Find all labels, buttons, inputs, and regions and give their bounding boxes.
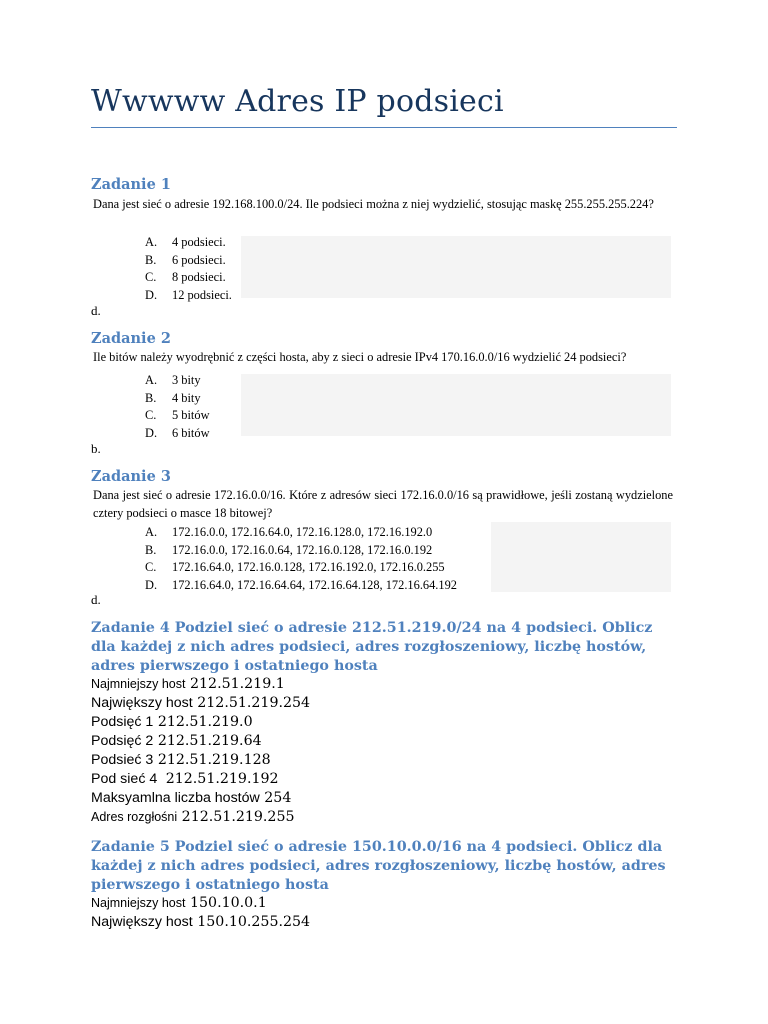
zadanie-4-heading: Zadanie 4 Podziel sieć o adresie 212.51.219.0/24 na 4 podsieci. Oblicz dla każdej z nich adres podsieci, adres rozgłoszeniowy, liczbę hostów, adres pierwszego i ostatniego hosta	[91, 620, 653, 674]
option: B. 172.16.0.0, 172.16.0.64, 172.16.0.128, 172.16.0.192	[145, 542, 433, 557]
zadanie-1-heading: Zadanie 1	[91, 176, 171, 193]
answer-line: Największy host 150.10.255.254	[91, 914, 311, 930]
zadanie-3-options	[145, 525, 457, 595]
answer-line: Podsięć 1 212.51.219.0	[91, 714, 253, 730]
zadanie-5-heading: Zadanie 5 Podziel sieć o adresie 150.10.0.0/16 na 4 podsieci. Oblicz dla każdej z nich adres podsieci, adres rozgłoszeniowy, liczbę hostów, adres pierwszego i ostatniego hosta	[91, 839, 666, 893]
zadanie-1-question: Dana jest sieć o adresie 192.168.100.0/24. Ile podsieci można z niej wydzielić, stosując maskę 255.255.255.224?	[93, 197, 654, 211]
option: C. 5 bitów	[145, 408, 210, 422]
answer-line: Maksyamlna liczba hostów 254	[91, 790, 292, 806]
scan-artifact	[241, 374, 671, 436]
zadanie-2-question: Ile bitów należy wyodrębnić z części hosta, aby z sieci o adresie IPv4 170.16.0.0/16 wydzielić 24 podsieci?	[93, 350, 627, 364]
option: A. 3 bity	[145, 373, 201, 387]
option: A. 4 podsieci.	[145, 235, 226, 249]
zadanie-3-answer: d.	[91, 592, 101, 607]
scan-artifact	[241, 236, 671, 298]
zadanie-3-question: Dana jest sieć o adresie 172.16.0.0/16. Które z adresów sieci 172.16.0.0/16 są prawidłowe, jeśli zostaną wydzielone cztery podsieci o masce 18 bitowej?	[93, 488, 673, 520]
answer-line: Największy host 212.51.219.254	[91, 695, 311, 711]
option: B. 4 bity	[145, 390, 201, 405]
zadanie-2-answer: b.	[91, 441, 101, 456]
answer-line: Podsięć 2 212.51.219.64	[91, 733, 262, 749]
option: B. 6 podsieci.	[145, 252, 226, 267]
zadanie-2-heading: Zadanie 2	[91, 330, 171, 347]
zadanie-2-options	[145, 373, 210, 443]
title-underline	[91, 127, 677, 128]
option: A. 172.16.0.0, 172.16.64.0, 172.16.128.0, 172.16.192.0	[145, 525, 433, 539]
zadanie-3-heading: Zadanie 3	[91, 468, 171, 485]
option: D. 172.16.64.0, 172.16.64.64, 172.16.64.128, 172.16.64.192	[145, 577, 457, 592]
zadanie-4-answers	[91, 675, 677, 827]
answer-line: Najmniejszy host 212.51.219.1	[91, 676, 285, 692]
option: C. 172.16.64.0, 172.16.0.128, 172.16.192.0, 172.16.0.255	[145, 560, 445, 574]
answer-line: Adres rozgłośni 212.51.219.255	[91, 809, 295, 825]
zadanie-1-answer: d.	[91, 303, 101, 318]
answer-line: Pod sieć 4 212.51.219.192	[91, 771, 279, 787]
zadanie-5-answers	[91, 894, 677, 932]
option: D. 6 bitów	[145, 425, 210, 440]
answer-line: Najmniejszy host 150.10.0.1	[91, 895, 267, 911]
zadanie-1-options	[145, 235, 232, 305]
option: D. 12 podsieci.	[145, 287, 232, 302]
page-title: Wwwww Adres IP podsieci	[91, 84, 504, 119]
option: C. 8 podsieci.	[145, 270, 226, 284]
answer-line: Podsieć 3 212.51.219.128	[91, 752, 271, 768]
scan-artifact	[491, 522, 671, 592]
